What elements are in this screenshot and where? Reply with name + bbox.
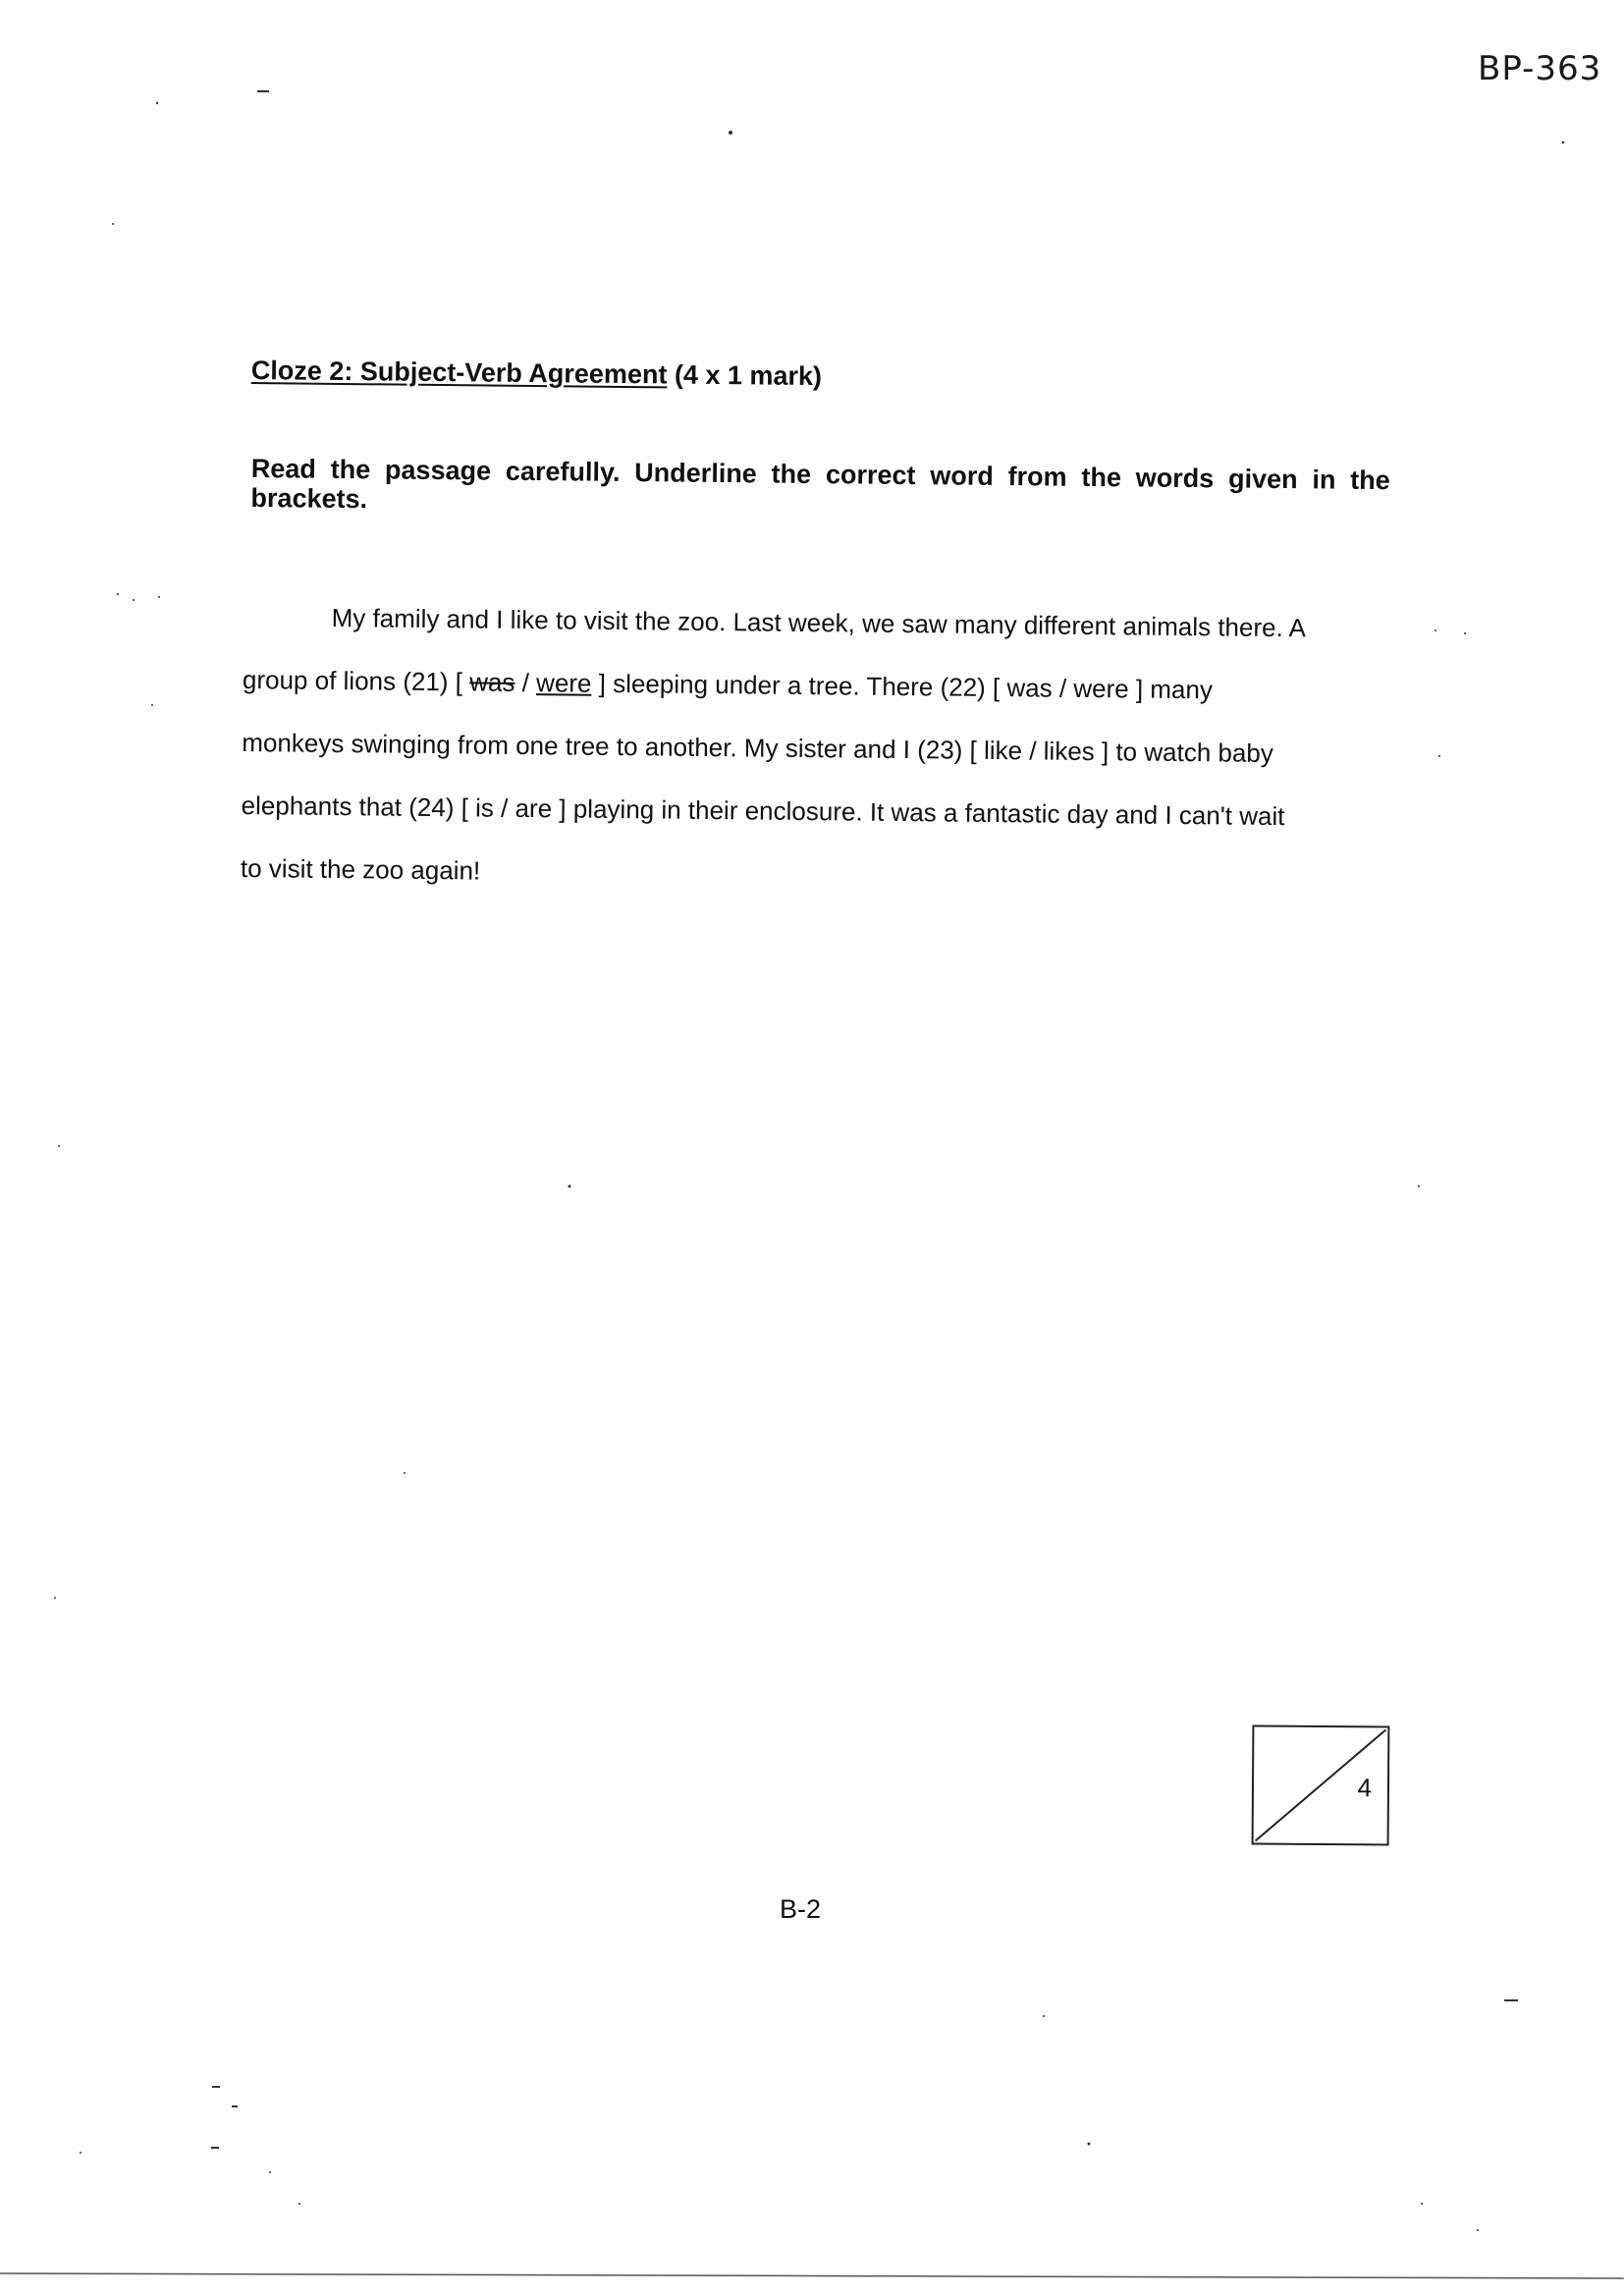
passage-line-1: My family and I like to visit the zoo. Last week, we saw many different animals there. A	[331, 602, 1307, 643]
passage-text: group of lions (21) [	[242, 664, 470, 697]
score-total: 4	[1357, 1773, 1373, 1803]
passage-line-3: monkeys swinging from one tree to another. My sister and I (23) [ like / likes ] to watch baby	[242, 727, 1274, 768]
section-title-underlined: Cloze 2: Subject-Verb Agreement	[250, 355, 668, 390]
score-box	[1252, 1725, 1390, 1846]
passage-text: /	[514, 667, 537, 698]
passage-line-2	[243, 648, 1392, 723]
cloze-passage	[241, 585, 1392, 911]
section-marks: (4 x 1 mark)	[674, 359, 823, 392]
passage-text: ] sleeping under a tree. There (22) [ was / were ] many	[591, 668, 1214, 705]
document-code: BP-363	[1478, 49, 1602, 88]
passage-line-5: to visit the zoo again!	[240, 852, 481, 886]
page-number: B-2	[780, 1894, 822, 1924]
instruction-text: Read the passage carefully. Underline the correct word from the words given in the brackets.	[250, 454, 1390, 515]
struck-answer: was	[469, 667, 515, 697]
underlined-answer: were	[535, 668, 592, 698]
passage-line-4: elephants that (24) [ is / are ] playing in their enclosure. It was a fantastic day and I can't wait	[241, 790, 1285, 832]
section-title	[251, 355, 823, 392]
